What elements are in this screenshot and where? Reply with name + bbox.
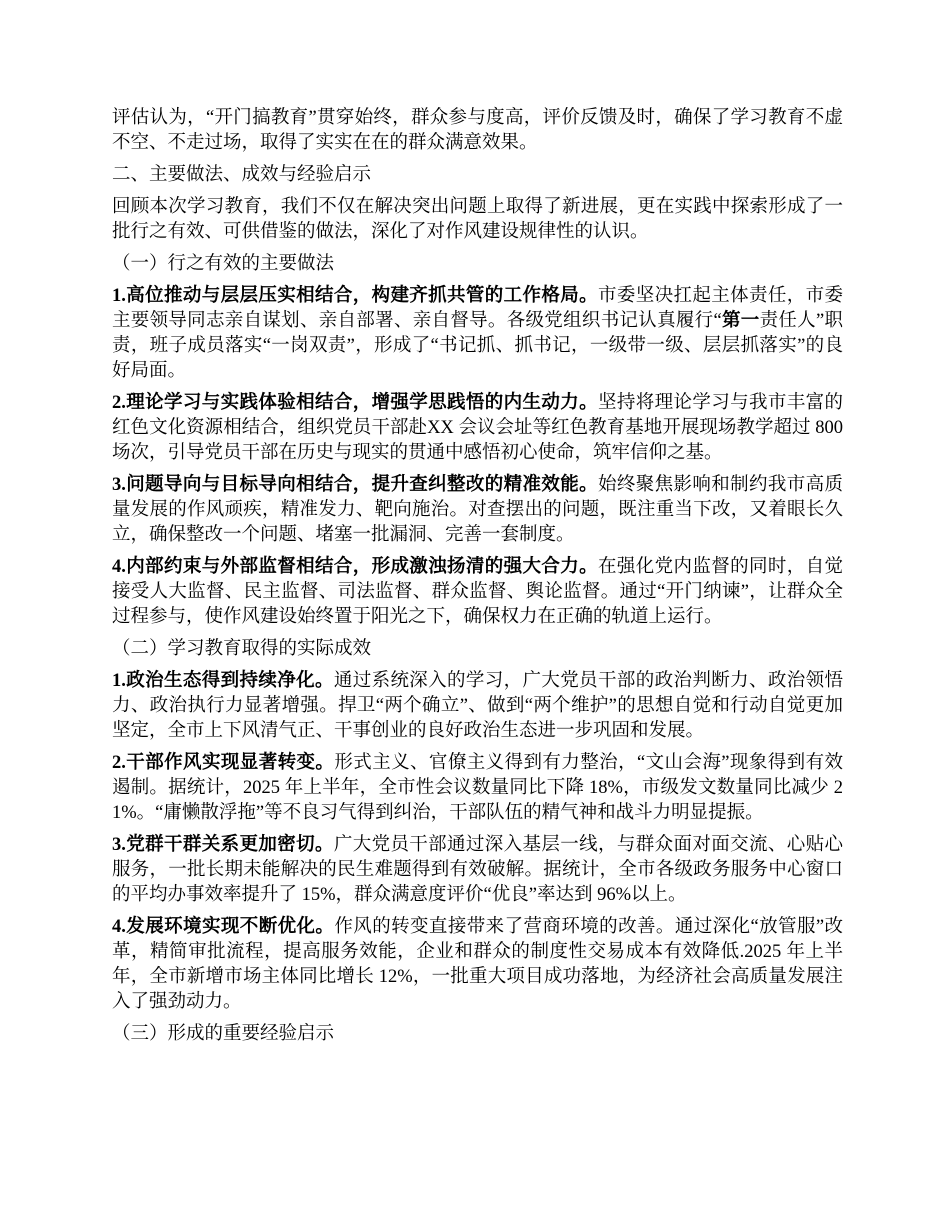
para-method-4 [112,555,843,630]
para-effect-1 [112,669,843,744]
text-segment: （一）行之有效的主要做法 [112,254,335,274]
heading-sub-one [112,252,843,277]
text-segment: 责任人”职责，班子成员落实“一岗双责”，形成了“书记抓、抓书记，一级带一级、层层抓落实”的良好局面。 [112,311,843,381]
document-body [112,106,843,1054]
bold-text-segment: 2.理论学习与实践体验相结合，增强学思践悟的内生动力。 [112,393,599,413]
text-segment: 市委坚决扛起主体责任，市委主要领导同志亲自谋划、亲自部署、亲自督导。各级党组织书记认真履行“ [112,286,843,331]
heading-sub-three [112,1022,843,1047]
text-segment: 二、主要做法、成效与经验启示 [112,165,372,185]
text-segment: 始终聚焦影响和制约我市高质量发展的作风顽疾，精准发力、靶向施治。对查摆出的问题，既注重当下改，又着眼长久立，确保整改一个问题、堵塞一批漏洞、完善一套制度。 [112,475,843,545]
heading-sub-two [112,637,843,662]
text-segment: 评估认为，“开门搞教育”贯穿始终，群众参与度高，评价反馈及时，确保了学习教育不虚不空、不走过场，取得了实实在在的群众满意效果。 [112,108,843,153]
para-effect-2 [112,751,843,826]
bold-text-segment: 4.内部约束与外部监督相结合，形成激浊扬清的强大合力。 [112,557,599,577]
text-segment: （三）形成的重要经验启示 [112,1024,335,1044]
bold-text-segment: 1.高位推动与层层压实相结合，构建齐抓共管的工作格局。 [112,286,599,306]
bold-text-segment: 第一 [721,311,760,331]
text-segment: 回顾本次学习教育，我们不仅在解决突出问题上取得了新进展，更在实践中探索形成了一批行之有效、可供借鉴的做法，深化了对作风建设规律性的认识。 [112,197,843,242]
para-method-1 [112,284,843,384]
para-review [112,195,843,245]
para-method-3 [112,473,843,548]
text-segment: （二）学习教育取得的实际成效 [112,639,372,659]
text-segment: 作风的转变直接带来了营商环境的改善。通过深化“放管服”改革，精简审批流程，提高服务效能，企业和群众的制度性交易成本有效降低.2025 年上半年，全市新增市场主体同比增长 12%，一批重大项目成功落地，为经济社会高质量发展注入了强劲动力。 [112,917,843,1012]
text-segment: 通过系统深入的学习，广大党员干部的政治判断力、政治领悟力、政治执行力显著增强。捍卫“两个确立”、做到“两个维护”的思想自觉和行动自觉更加坚定，全市上下风清气正、干事创业的良好政治生态进一步巩固和发展。 [112,671,843,741]
text-segment: 坚持将理论学习与我市丰富的红色文化资源相结合，组织党员干部赴XX 会议会址等红色教育基地开展现场教学超过 800 场次，引导党员干部在历史与现实的贯通中感悟初心使命，筑牢信仰之基。 [112,393,843,463]
para-method-2 [112,391,843,466]
para-effect-3 [112,833,843,908]
text-segment: 在强化党内监督的同时，自觉接受人大监督、民主监督、司法监督、群众监督、舆论监督。通过“开门纳谏”，让群众全过程参与，使作风建设始终置于阳光之下，确保权力在正确的轨道上运行。 [112,557,843,627]
bold-text-segment: 2.干部作风实现显著转变。 [112,753,335,773]
text-segment: 广大党员干部通过深入基层一线，与群众面对面交流、心贴心服务，一批长期未能解决的民生难题得到有效破解。据统计，全市各级政务服务中心窗口的平均办事效率提升了 15%，群众满意度评价“优良”率达到 96%以上。 [112,835,843,905]
para-intro [112,106,843,156]
bold-text-segment: 4.发展环境实现不断优化。 [112,917,335,937]
text-segment: 形式主义、官僚主义得到有力整治，“文山会海”现象得到有效遏制。据统计，2025 年上半年，全市性会议数量同比下降 18%，市级发文数量同比减少 21%。“庸懒散浮拖”等不良习气得到纠治，干部队伍的精气神和战斗力明显提振。 [112,753,843,823]
para-effect-4 [112,915,843,1015]
bold-text-segment: 3.问题导向与目标导向相结合，提升查纠整改的精准效能。 [112,475,599,495]
bold-text-segment: 1.政治生态得到持续净化。 [112,671,334,691]
bold-text-segment: 3.党群干群关系更加密切。 [112,835,334,855]
heading-section-two [112,163,843,188]
